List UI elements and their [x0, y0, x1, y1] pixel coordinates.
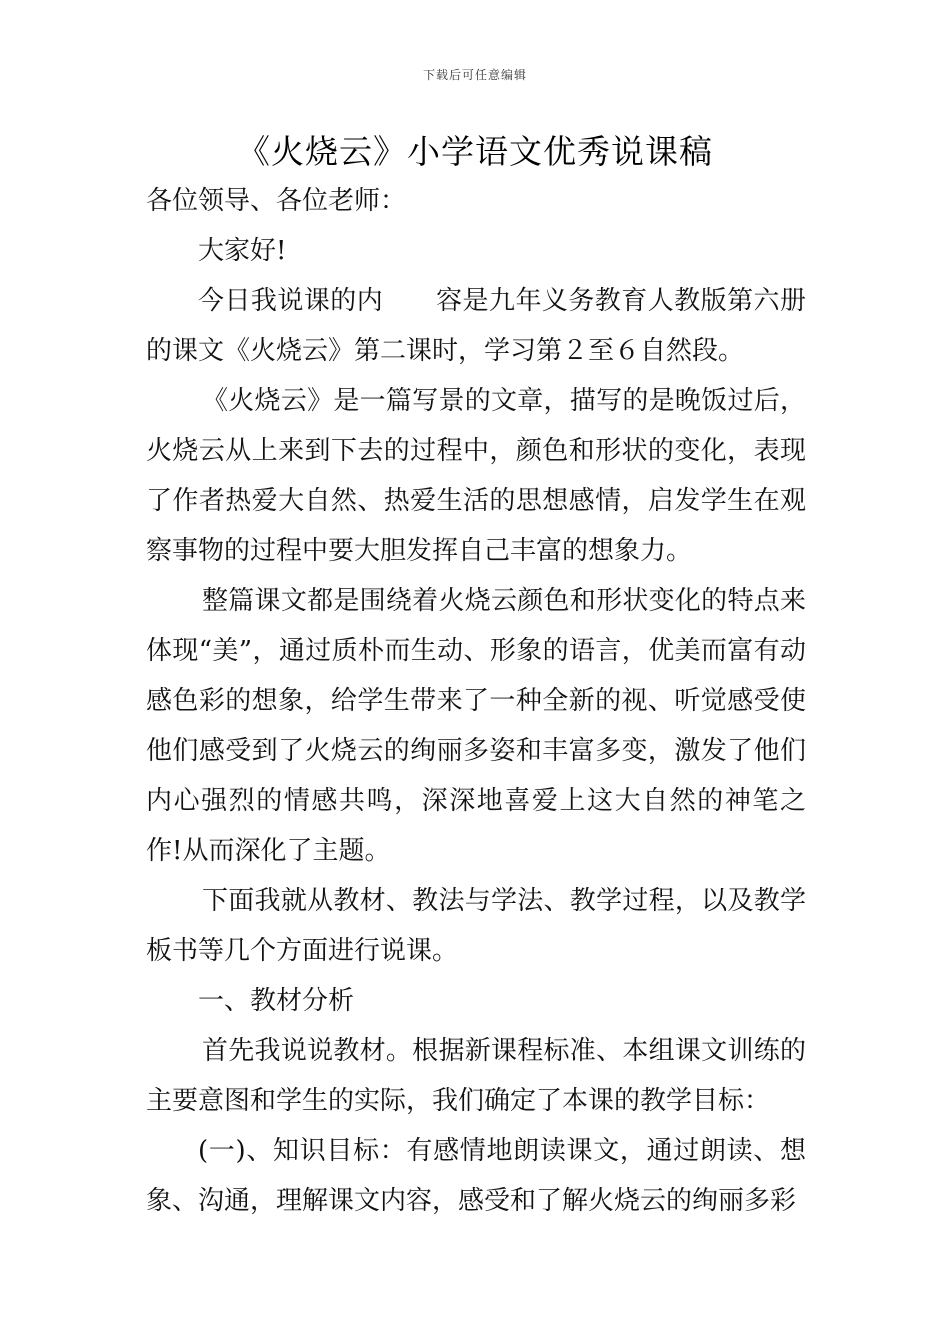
document-title: 《火烧云》小学语文优秀说课稿 [237, 132, 713, 171]
outline-paragraph: 下面我就从教材、教法与学法、教学过程，以及教学板书等几个方面进行说课。 [146, 886, 806, 966]
theme-paragraph: 整篇课文都是围绕着火烧云颜色和形状变化的特点来体现“美”，通过质朴而生动、形象的语言，优美而富有动感色彩的想象，给学生带来了一种全新的视、听觉感受使他们感受到了火烧云的绚丽多姿和丰富多变，激发了他们内心强烈的情感共鸣，深深地喜爱上这大自然的神笔之作!从而深化了主题。 [146, 586, 806, 866]
hello-paragraph: 大家好! [198, 236, 287, 266]
section-heading-1: 一、教材分析 [198, 986, 355, 1016]
text-summary-paragraph: 《火烧云》是一篇写景的文章，描写的是晚饭过后，火烧云从上来到下去的过程中，颜色和形状的变化，表现了作者热爱大自然、热爱生活的思想感情，启发学生在观察事物的过程中要大胆发挥自己丰富的想象力。 [146, 386, 806, 566]
materials-paragraph: 首先我说说教材。根据新课程标准、本组课文训练的主要意图和学生的实际，我们确定了本课的教学目标： [146, 1036, 806, 1116]
greeting-paragraph: 各位领导、各位老师： [146, 186, 407, 216]
intro-paragraph: 今日我说课的内 容是九年义务教育人教版第六册的课文《火烧云》第二课时，学习第２至６自然段。 [146, 286, 806, 366]
knowledge-goal-paragraph: (一)、知识目标：有感情地朗读课文，通过朗读、想象、沟通，理解课文内容，感受和了解火烧云的绚丽多彩 [146, 1136, 806, 1216]
document-body [146, 176, 806, 1226]
header-note: 下载后可任意编辑 [422, 68, 527, 82]
